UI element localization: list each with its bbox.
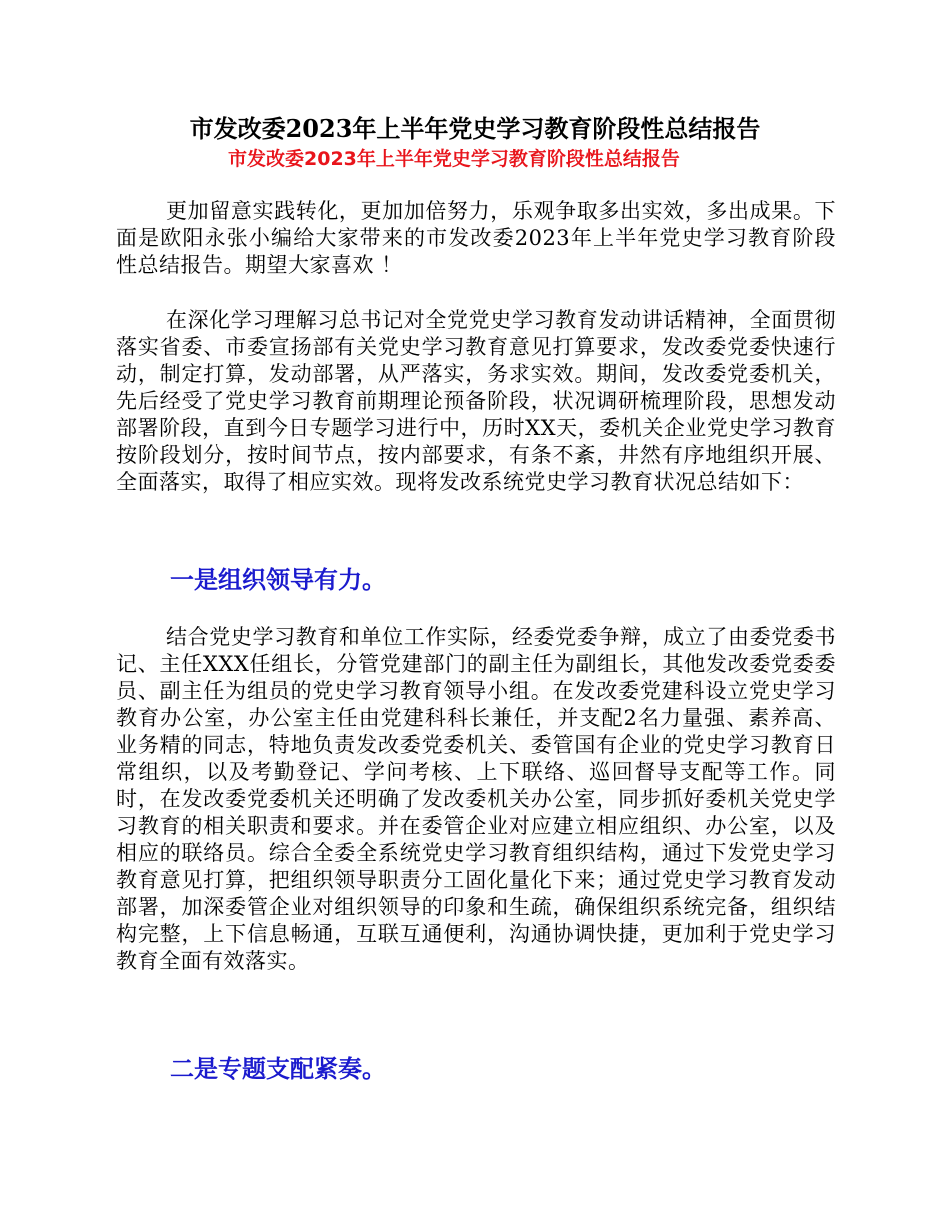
section-heading-2: 二是专题支配紧奏。 — [170, 1054, 386, 1083]
document-subtitle: 市发改委2023年上半年党史学习教育阶段性总结报告 — [228, 148, 680, 170]
intro-paragraph: 更加留意实践转化，更加加倍努力，乐观争取多出实效，多出成果。下面是欧阳永张小编给大家带来的市发改委2023年上半年党史学习教育阶段性总结报告。期望大家喜欢 ！ — [116, 199, 836, 277]
document-title: 市发改委2023年上半年党史学习教育阶段性总结报告 — [189, 114, 761, 143]
section-heading-1: 一是组织领导有力。 — [170, 565, 386, 594]
body-paragraph-1: 在深化学习理解习总书记对全党党史学习教育发动讲话精神，全面贯彻落实省委、市委宣扬部有关党史学习教育意见打算要求，发改委党委快速行动，制定打算，发动部署，从严落实，务求实效。期间，发改委党委机关，先后经受了党史学习教育前期理论预备阶段，状况调研梳理阶段，思想发动部署阶段，直到今日专题学习进行中，历时XX天，委机关企业党史学习教育按阶段划分，按时间节点，按内部要求，有条不紊，井然有序地组织开展、全面落实，取得了相应实效。现将发改系统党史学习教育状况总结如下： — [116, 308, 836, 494]
body-paragraph-2: 结合党史学习教育和单位工作实际，经委党委争辩，成立了由委党委书记、主任XXX任组长，分管党建部门的副主任为副组长，其他发改委党委委员、副主任为组员的党史学习教育领导小组。在发改委党建科设立党史学习教育办公室，办公室主任由党建科科长兼任，并支配2名力量强、素养高、业务精的同志，特地负责发改委党委机关、委管国有企业的党史学习教育日常组织，以及考勤登记、学问考核、上下联络、巡回督导支配等工作。同时，在发改委党委机关还明确了发改委机关办公室，同步抓好委机关党史学习教育的相关职责和要求。并在委管企业对应建立相应组织、办公室，以及相应的联络员。综合全委全系统党史学习教育组织结构，通过下发党史学习教育意见打算，把组织领导职责分工固化量化下来；通过党史学习教育发动部署，加深委管企业对组织领导的印象和生疏，确保组织系统完备，组织结构完整，上下信息畅通，互联互通便利，沟通协调快捷，更加利于党史学习教育全面有效落实。 — [116, 625, 836, 973]
